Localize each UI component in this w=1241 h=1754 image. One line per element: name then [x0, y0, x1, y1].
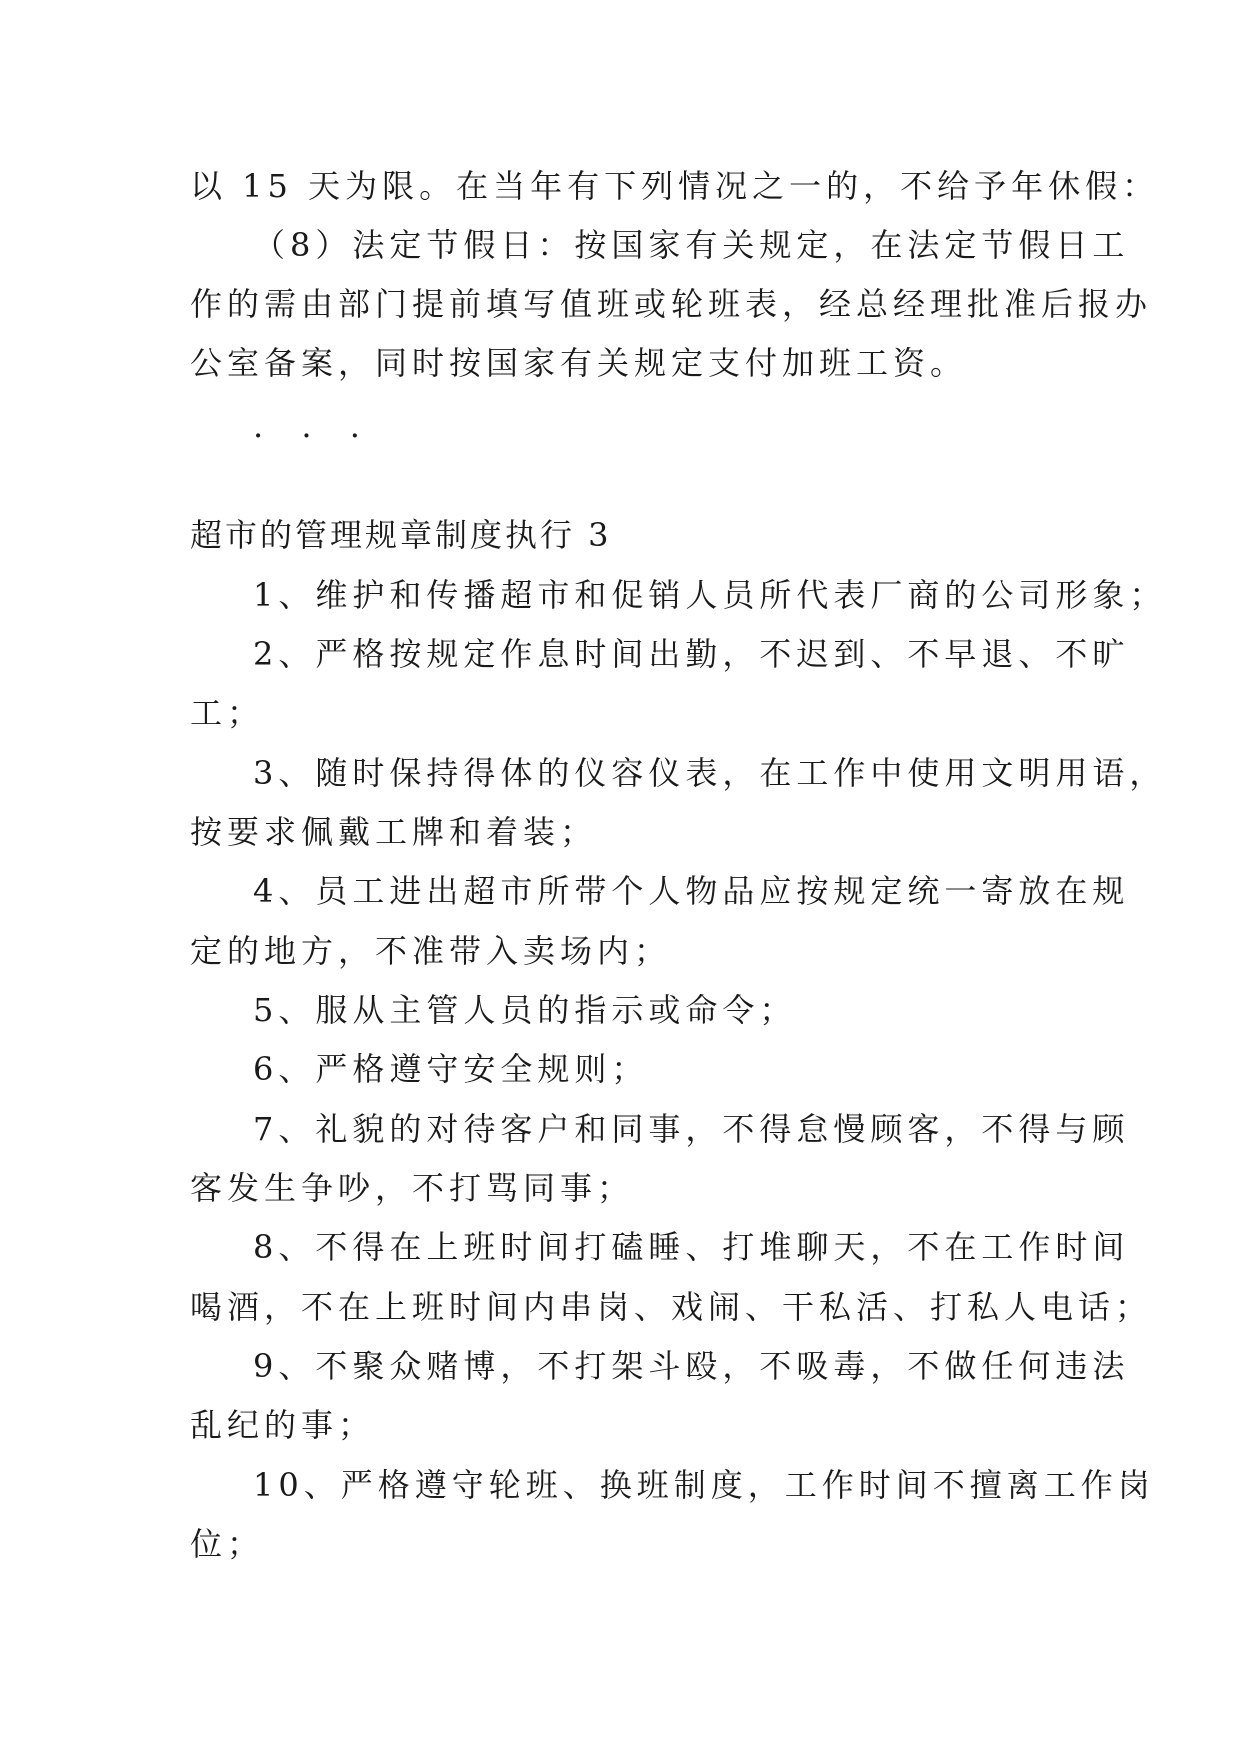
text-line: 作的需由部门提前填写值班或轮班表，经总经理批准后报办	[190, 285, 1153, 323]
text-line: 1、维护和传播超市和促销人员所代表厂商的公司形象；	[253, 576, 1167, 614]
section-title: 超市的管理规章制度执行 3	[190, 516, 612, 554]
text-line: 乱纪的事；	[190, 1406, 376, 1444]
text-line: 5、服从主管人员的指示或命令；	[253, 991, 797, 1029]
text-line: 以 15 天为限。在当年有下列情况之一的，不给予年休假：	[190, 167, 1160, 205]
ellipsis: . . .	[253, 407, 374, 445]
text-line: （8）法定节假日：按国家有关规定，在法定节假日工	[253, 226, 1130, 264]
text-line: 8、不得在上班时间打磕睡、打堆聊天，不在工作时间	[253, 1228, 1130, 1266]
text-line: 按要求佩戴工牌和着装；	[190, 813, 598, 851]
text-line: 工；	[190, 694, 265, 732]
text-line: 6、严格遵守安全规则；	[253, 1050, 649, 1088]
text-line: 喝酒，不在上班时间内串岗、戏闹、干私活、打私人电话；	[190, 1288, 1153, 1326]
text-line: 7、礼貌的对待客户和同事，不得怠慢顾客，不得与顾	[253, 1110, 1130, 1148]
text-line: 10、严格遵守轮班、换班制度，工作时间不擅离工作岗	[253, 1466, 1155, 1504]
text-line: 3、随时保持得体的仪容仪表，在工作中使用文明用语，	[253, 754, 1167, 792]
text-line: 位；	[190, 1525, 265, 1563]
text-line: 客发生争吵，不打骂同事；	[190, 1169, 635, 1207]
text-line: 定的地方，不准带入卖场内；	[190, 932, 672, 970]
text-line: 9、不聚众赌博，不打架斗殴，不吸毒，不做任何违法	[253, 1347, 1130, 1385]
text-line: 2、严格按规定作息时间出勤，不迟到、不早退、不旷	[253, 635, 1130, 673]
text-line: 4、员工进出超市所带个人物品应按规定统一寄放在规	[253, 872, 1130, 910]
text-line: 公室备案，同时按国家有关规定支付加班工资。	[190, 344, 968, 382]
